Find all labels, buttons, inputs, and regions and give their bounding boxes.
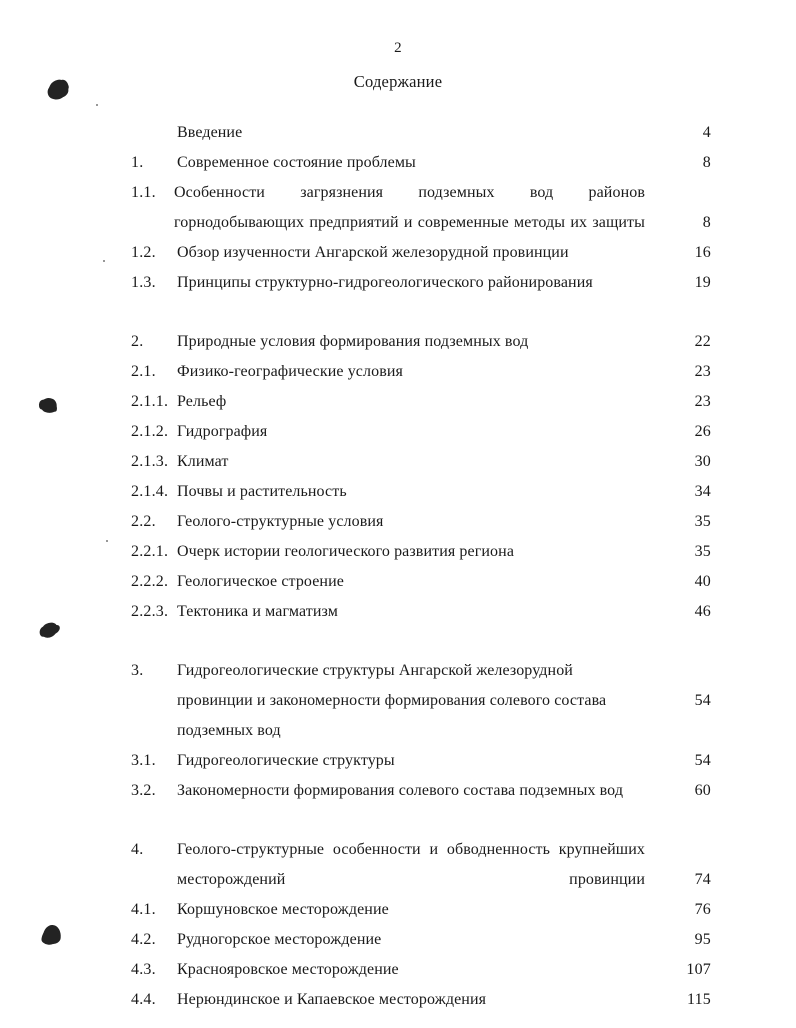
toc-entry-number: 3.1.: [131, 752, 156, 769]
toc-entry-body: [177, 477, 711, 507]
toc-entry-page-number: 4: [702, 124, 711, 141]
toc-entry-body: [177, 567, 711, 597]
toc-entry[interactable]: [131, 597, 711, 627]
toc-entry-number: 2.: [131, 333, 144, 350]
toc-entry[interactable]: [131, 327, 711, 357]
toc-entry-title[interactable]: Физико-географические условия: [177, 363, 403, 380]
toc-group: [131, 118, 711, 298]
toc-entry-title[interactable]: Геолого-структурные условия: [177, 513, 384, 530]
toc-entry[interactable]: [131, 477, 711, 507]
scan-speck-icon: [106, 540, 108, 542]
toc-entry-body: [177, 925, 711, 955]
toc-entry-body: [177, 327, 711, 357]
toc-entry-number: 2.1.4.: [131, 483, 169, 500]
toc-entry-number: 2.2.: [131, 513, 156, 530]
toc-entry-title[interactable]: Гидрогеологические структуры Ангарской железорудной провинции и закономерности формирования солевого состава подземных вод: [177, 662, 607, 739]
toc-entry[interactable]: [131, 238, 711, 268]
page-title: Содержание: [353, 72, 443, 91]
toc-entry-title[interactable]: Климат: [177, 453, 229, 470]
toc-entry-page-number: 19: [694, 274, 711, 291]
toc-entry-body: [177, 507, 711, 537]
toc-entry[interactable]: [131, 567, 711, 597]
toc-entry-page-number: 23: [694, 363, 711, 380]
toc-entry-number: 2.1.2.: [131, 423, 169, 440]
toc-entry[interactable]: [131, 895, 711, 925]
toc-entry[interactable]: [131, 447, 711, 477]
toc-entry[interactable]: [131, 387, 711, 417]
toc-entry-body: [177, 776, 711, 806]
toc-entry-number: 4.1.: [131, 901, 156, 918]
toc-entry-page-number: 54: [694, 692, 711, 709]
scan-artifact-blob-icon: [39, 396, 59, 416]
toc-entry-page-number: 26: [694, 423, 711, 440]
toc-entry[interactable]: [131, 985, 711, 1015]
toc-entry-body: [177, 238, 711, 268]
toc-entry-page-number: 74: [694, 871, 711, 888]
scan-artifact-blob-icon: [42, 924, 62, 945]
toc-entry-body: [177, 387, 711, 417]
toc-entry-title[interactable]: Обзор изученности Ангарской железорудной провинции: [177, 244, 569, 261]
toc-entry-title[interactable]: Гидрография: [177, 423, 268, 440]
toc-entry-title[interactable]: Геолого-структурные особенности и обводненность крупнейших месторождений провинции: [177, 841, 645, 888]
toc-entry[interactable]: [131, 537, 711, 567]
toc-entry-title[interactable]: Рельеф: [177, 393, 227, 410]
toc-entry-body: [177, 985, 711, 1015]
table-of-contents: [131, 118, 711, 1015]
toc-entry-title[interactable]: Очерк истории геологического развития региона: [177, 543, 515, 560]
toc-entry-number: 4.4.: [131, 991, 156, 1008]
scan-speck-icon: [103, 260, 105, 262]
toc-entry-body: [177, 656, 711, 746]
toc-entry-number: 2.2.2.: [131, 573, 169, 590]
toc-entry-page-number: 22: [694, 333, 711, 350]
toc-entry-body: [177, 835, 711, 895]
toc-section-gap: [131, 806, 711, 835]
toc-entry-page-number: 23: [694, 393, 711, 410]
toc-entry-number: 4.2.: [131, 931, 156, 948]
toc-entry-page-number: 107: [686, 961, 711, 978]
toc-entry-page-number: 8: [702, 154, 711, 171]
toc-entry-number: 1.1.: [131, 184, 156, 201]
toc-entry-number: 2.2.1.: [131, 543, 169, 560]
toc-entry-number: 2.2.3.: [131, 603, 169, 620]
toc-entry-body: [177, 597, 711, 627]
toc-entry-title[interactable]: Краснояровское месторождение: [177, 961, 399, 978]
toc-entry[interactable]: [131, 656, 711, 746]
toc-entry-page-number: 54: [694, 752, 711, 769]
toc-entry-body: [177, 447, 711, 477]
toc-entry[interactable]: [131, 955, 711, 985]
toc-entry-title[interactable]: Тектоника и магматизм: [177, 603, 338, 620]
toc-group: [131, 835, 711, 1015]
toc-entry-page-number: 34: [694, 483, 711, 500]
toc-entry[interactable]: [131, 268, 711, 298]
toc-entry[interactable]: [131, 925, 711, 955]
toc-entry-title[interactable]: Современное состояние проблемы: [177, 154, 416, 171]
toc-entry-title[interactable]: Коршуновское месторождение: [177, 901, 389, 918]
toc-entry[interactable]: [131, 746, 711, 776]
toc-entry-body: [177, 537, 711, 567]
toc-entry-number: 4.3.: [131, 961, 156, 978]
toc-entry-number: 1.3.: [131, 274, 156, 291]
toc-entry-title[interactable]: Рудногорское месторождение: [177, 931, 382, 948]
toc-entry-number: 1.2.: [131, 244, 156, 261]
toc-entry-page-number: 30: [694, 453, 711, 470]
toc-entry-body: [177, 417, 711, 447]
toc-entry-title[interactable]: Геологическое строение: [177, 573, 344, 590]
toc-entry[interactable]: [131, 118, 711, 148]
toc-entry-title[interactable]: Закономерности формирования солевого состава подземных вод: [177, 782, 624, 799]
toc-entry-number: 2.1.1.: [131, 393, 169, 410]
toc-entry-page-number: 16: [694, 244, 711, 261]
toc-entry[interactable]: [131, 417, 711, 447]
toc-entry-page-number: 76: [694, 901, 711, 918]
toc-entry-title[interactable]: Природные условия формирования подземных вод: [177, 333, 529, 350]
toc-entry[interactable]: [131, 357, 711, 387]
toc-entry-body: [177, 955, 711, 985]
toc-group: [131, 656, 711, 806]
toc-entry-title[interactable]: Гидрогеологические структуры: [177, 752, 395, 769]
toc-entry-body: [177, 746, 711, 776]
toc-entry-page-number: 95: [694, 931, 711, 948]
toc-entry-title[interactable]: Особенности загрязнения подземных вод районов горнодобывающих предприятий и современные методы их защиты: [174, 184, 645, 231]
toc-entry-number: 2.1.: [131, 363, 156, 380]
toc-entry-body: [177, 895, 711, 925]
toc-entry-page-number: 35: [694, 513, 711, 530]
toc-entry-title[interactable]: Принципы структурно-гидрогеологического районирования: [177, 274, 593, 291]
toc-group: [131, 327, 711, 627]
toc-entry-title[interactable]: Почвы и растительность: [177, 483, 347, 500]
toc-entry[interactable]: [131, 835, 711, 895]
toc-entry-number: 2.1.3.: [131, 453, 169, 470]
toc-entry[interactable]: [131, 776, 711, 806]
toc-entry-page-number: 60: [694, 782, 711, 799]
toc-section-gap: [131, 298, 711, 327]
toc-entry-page-number: 46: [694, 603, 711, 620]
toc-section-gap: [131, 627, 711, 656]
toc-entry-page-number: 40: [694, 573, 711, 590]
toc-entry-body: [177, 118, 711, 148]
toc-entry-title[interactable]: Введение: [177, 124, 243, 141]
toc-entry-body: [177, 357, 711, 387]
toc-entry-body: [174, 178, 711, 238]
toc-entry-number: 3.2.: [131, 782, 156, 799]
toc-entry-page-number: 115: [686, 991, 711, 1008]
toc-entry-page-number: 35: [694, 543, 711, 560]
toc-entry-number: 1.: [131, 154, 144, 171]
toc-entry-body: [177, 268, 711, 298]
toc-entry-body: [177, 148, 711, 178]
scan-artifact-blob-icon: [39, 620, 61, 640]
page-folio-number: 2: [394, 40, 402, 56]
toc-entry-page-number: 8: [702, 214, 711, 231]
toc-entry-title[interactable]: Нерюндинское и Капаевское месторождения: [177, 991, 487, 1008]
toc-entry-number: 3.: [131, 662, 144, 679]
toc-entry[interactable]: [131, 148, 711, 178]
toc-entry[interactable]: [131, 507, 711, 537]
toc-entry[interactable]: [131, 178, 711, 238]
scan-speck-icon: [96, 104, 98, 106]
toc-entry-number: 4.: [131, 841, 144, 858]
